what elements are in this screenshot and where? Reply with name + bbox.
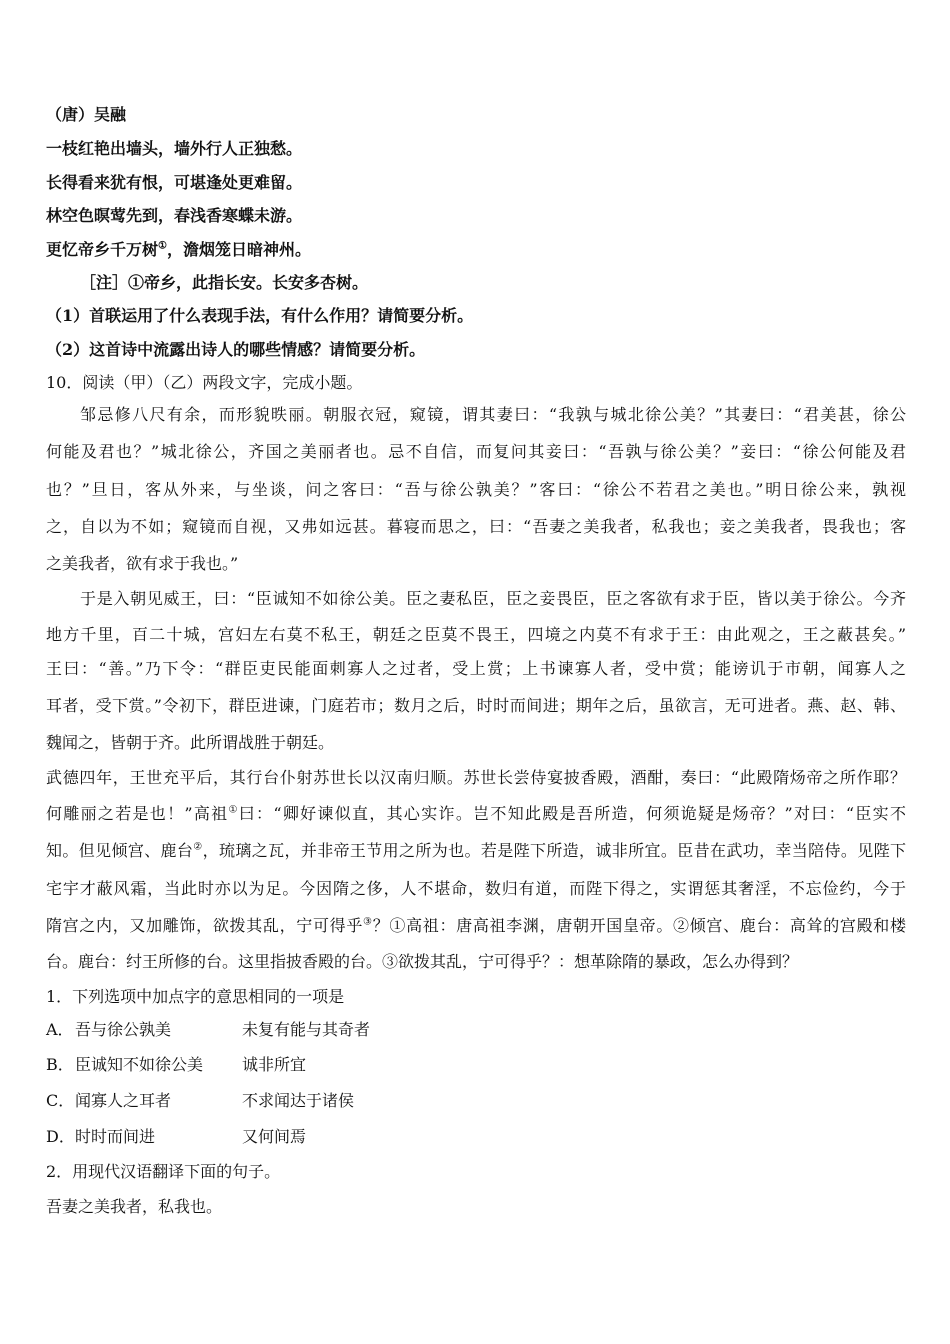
jia-paragraph-1-line: 之，自以为不如；窥镜而自视，又弗如远甚。暮寝而思之，曰：“吾妻之美我者，私我也；妾之美我者，畏我也；客 [46,517,906,536]
jia-paragraph-1-line: 之美我者，欲有求于我也。” [46,554,239,573]
jia-paragraph-1-line: 何能及君也？”城北徐公，齐国之美丽者也。忌不自信，而复问其妾曰：“吾孰与徐公美？”妾曰：“徐公何能及君 [46,442,906,461]
yi-paragraph-line: 台。鹿台：纣王所修的台。这里指披香殿的台。③欲拨其乱，宁可得乎？：想革除隋的暴政，怎么办得到？ [46,952,799,971]
option-b[interactable] [46,1052,906,1075]
jia-paragraph-2-line: 王曰：“善。”乃下令：“群臣吏民能面刺寡人之过者，受上赏；上书谏寡人者，受中赏；能谤讥于市朝，闻寡人之 [46,659,906,678]
option-c[interactable] [46,1088,906,1111]
option-label: A． [46,1020,74,1039]
jia-paragraph-2-line: 于是入朝见威王，曰：“臣诚知不如徐公美。臣之妻私臣，臣之妾畏臣，臣之客欲有求于臣，皆以美于徐公。今齐 [80,589,906,608]
option-label: C． [46,1091,75,1110]
option-label: B． [46,1055,74,1074]
option-text-a: 时时而间进 [75,1127,156,1146]
yi-paragraph-line: 知。但见倾宫、鹿台②，琉璃之瓦，并非帝王节用之所为也。若是陛下所造，诚非所宜。臣昔在武功，幸当陪侍。见陛下 [46,841,906,860]
option-text-a: 闻寡人之耳者 [75,1091,172,1110]
option-a[interactable] [46,1017,906,1040]
poem-line-2: 长得看来犹有恨，可堪逢处更难留。 [46,173,303,192]
poem-author: （唐）吴融 [46,105,127,124]
option-text-b: 未复有能与其奇者 [242,1020,371,1039]
yi-paragraph-line: 何雕丽之若是也！”高祖①曰：“卿好谏似直，其心实诈。岂不知此殿是吾所造，何须诡疑是炀帝？”对曰：“臣实不 [46,804,906,823]
sub-question-2: 2．用现代汉语翻译下面的句子。 [46,1162,281,1181]
jia-paragraph-2-line: 耳者，受下赏。”令初下，群臣进谏，门庭若市；数月之后，时时而间进；期年之后，虽欲言，无可进者。燕、赵、韩、 [46,696,906,715]
poem-note: ［注］①帝乡，此指长安。长安多杏树。 [80,273,369,292]
question-10-title: 10．阅读（甲）（乙）两段文字，完成小题。 [46,373,363,392]
yi-paragraph-line: 武德四年，王世充平后，其行台仆射苏世长以汉南归顺。苏世长尝侍宴披香殿，酒酣，奏曰：“此殿隋炀帝之所作耶？ [46,768,906,787]
option-text-b: 诚非所宜 [242,1055,307,1074]
poem-question-2: （2）这首诗中流露出诗人的哪些情感？请简要分析。 [46,340,426,359]
option-d[interactable] [46,1124,906,1147]
sub-question-1: 1．下列选项中加点字的意思相同的一项是 [46,987,345,1006]
jia-paragraph-2-line: 地方千里，百二十城，宫妇左右莫不私王，朝廷之臣莫不畏王，四境之内莫不有求于王：由此观之，王之蔽甚矣。” [46,625,906,644]
poem-line-3: 林空色暝莺先到，春浅香寒蝶未游。 [46,206,303,225]
yi-paragraph-line: 隋宫之内，又加雕饰，欲拨其乱，宁可得乎③？①高祖：唐高祖李渊，唐朝开国皇帝。②倾宫、鹿台：高耸的宫殿和楼 [46,916,906,935]
option-text-a: 吾与徐公孰美 [75,1020,172,1039]
jia-paragraph-1-line: 也？”旦日，客从外来，与坐谈，问之客曰：“吾与徐公孰美？”客曰：“徐公不若君之美也。”明日徐公来，孰视 [46,480,906,499]
option-label: D． [46,1127,75,1146]
poem-question-1: （1）首联运用了什么表现手法，有什么作用？请简要分析。 [46,306,474,325]
poem-line-4: 更忆帝乡千万树①，澹烟笼日暗神州。 [46,240,311,259]
jia-paragraph-1-line: 邹忌修八尺有余，而形貌昳丽。朝服衣冠，窥镜，谓其妻曰：“我孰与城北徐公美？”其妻曰：“君美甚，徐公 [80,405,906,424]
poem-line-1: 一枝红艳出墙头，墙外行人正独愁。 [46,139,303,158]
option-text-b: 又何间焉 [242,1127,307,1146]
option-text-a: 臣诚知不如徐公美 [75,1055,204,1074]
option-text-b: 不求闻达于诸侯 [242,1091,355,1110]
jia-paragraph-2-line: 魏闻之，皆朝于齐。此所谓战胜于朝廷。 [46,733,335,752]
translate-sentence: 吾妻之美我者，私我也。 [46,1197,223,1216]
yi-paragraph-line: 宅宇才蔽风霜，当此时亦以为足。今因隋之侈，人不堪命，数归有道，而陛下得之，实谓惩其奢淫，不忘俭约，今于 [46,879,906,898]
